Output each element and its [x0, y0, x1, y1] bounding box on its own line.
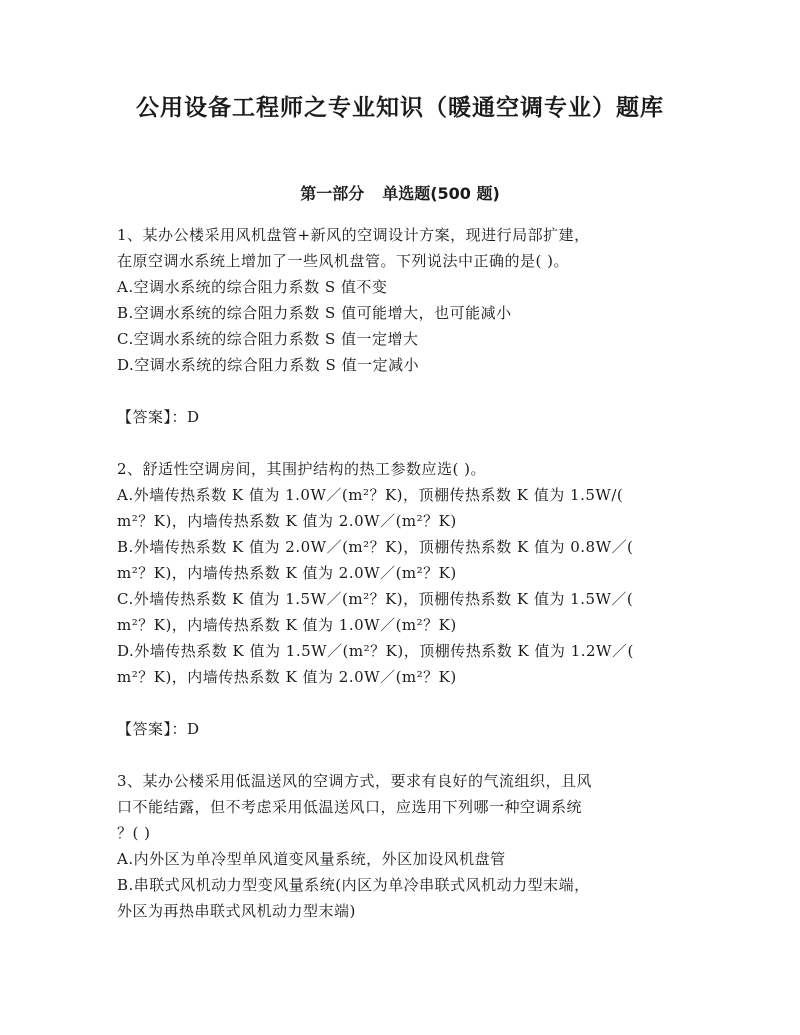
question-1: [117, 222, 677, 456]
option-b: B.空调水系统的综合阻力系数 S 值可能增大，也可能减小: [117, 304, 512, 322]
option-a-continued: m²？K)，内墙传热系数 K 值为 2.0W／(m²？K): [117, 512, 457, 530]
option-a: A.空调水系统的综合阻力系数 S 值不变: [117, 278, 388, 296]
section-name-label: 单选题(500 题): [382, 184, 500, 203]
option-d: D.外墙传热系数 K 值为 1.5W／(m²？K)，顶棚传热系数 K 值为 1.2W／(: [117, 642, 634, 660]
option-c-continued: m²？K)，内墙传热系数 K 值为 1.0W／(m²？K): [117, 616, 457, 634]
option-a: A.内外区为单冷型单风道变风量系统，外区加设风机盘管: [117, 850, 506, 868]
question-stem-line: 1、某办公楼采用风机盘管+新风的空调设计方案，现进行局部扩建，: [117, 226, 590, 244]
question-stem-line: 口不能结露，但不考虑采用低温送风口，应选用下列哪一种空调系统: [117, 798, 583, 816]
option-b-continued: m²？K)，内墙传热系数 K 值为 2.0W／(m²？K): [117, 564, 457, 582]
question-stem-line: 在原空调水系统上增加了一些风机盘管。下列说法中正确的是( )。: [117, 252, 569, 270]
answer-line: 【答案】：D: [117, 720, 200, 738]
question-stem-line: ？( ): [117, 824, 151, 842]
question-stem-line: 3、某办公楼采用低温送风的空调方式，要求有良好的气流组织，且风: [117, 772, 593, 790]
question-stem-line: 2、舒适性空调房间，其围护结构的热工参数应选( )。: [117, 460, 487, 478]
document-title: 公用设备工程师之专业知识（暖通空调专业）题库: [136, 95, 664, 121]
question-3: [117, 768, 677, 924]
option-d-continued: m²？K)，内墙传热系数 K 值为 2.0W／(m²？K): [117, 668, 457, 686]
section-heading: [0, 181, 800, 207]
question-2: [117, 456, 677, 768]
question-list: [117, 222, 677, 924]
option-c: C.外墙传热系数 K 值为 1.5W／(m²？K)，顶棚传热系数 K 值为 1.5W／(: [117, 590, 634, 608]
option-b-continued: 外区为再热串联式风机动力型末端): [117, 902, 356, 920]
answer-line: 【答案】：D: [117, 408, 200, 426]
option-a: A.外墙传热系数 K 值为 1.0W／(m²？K)，顶棚传热系数 K 值为 1.5W/(: [117, 486, 624, 504]
option-b: B.串联式风机动力型变风量系统(内区为单冷串联式风机动力型末端，: [117, 876, 590, 894]
option-d: D.空调水系统的综合阻力系数 S 值一定减小: [117, 356, 420, 374]
option-c: C.空调水系统的综合阻力系数 S 值一定增大: [117, 330, 419, 348]
section-part-label: 第一部分: [300, 184, 365, 203]
option-b: B.外墙传热系数 K 值为 2.0W／(m²？K)，顶棚传热系数 K 值为 0.8W／(: [117, 538, 634, 556]
